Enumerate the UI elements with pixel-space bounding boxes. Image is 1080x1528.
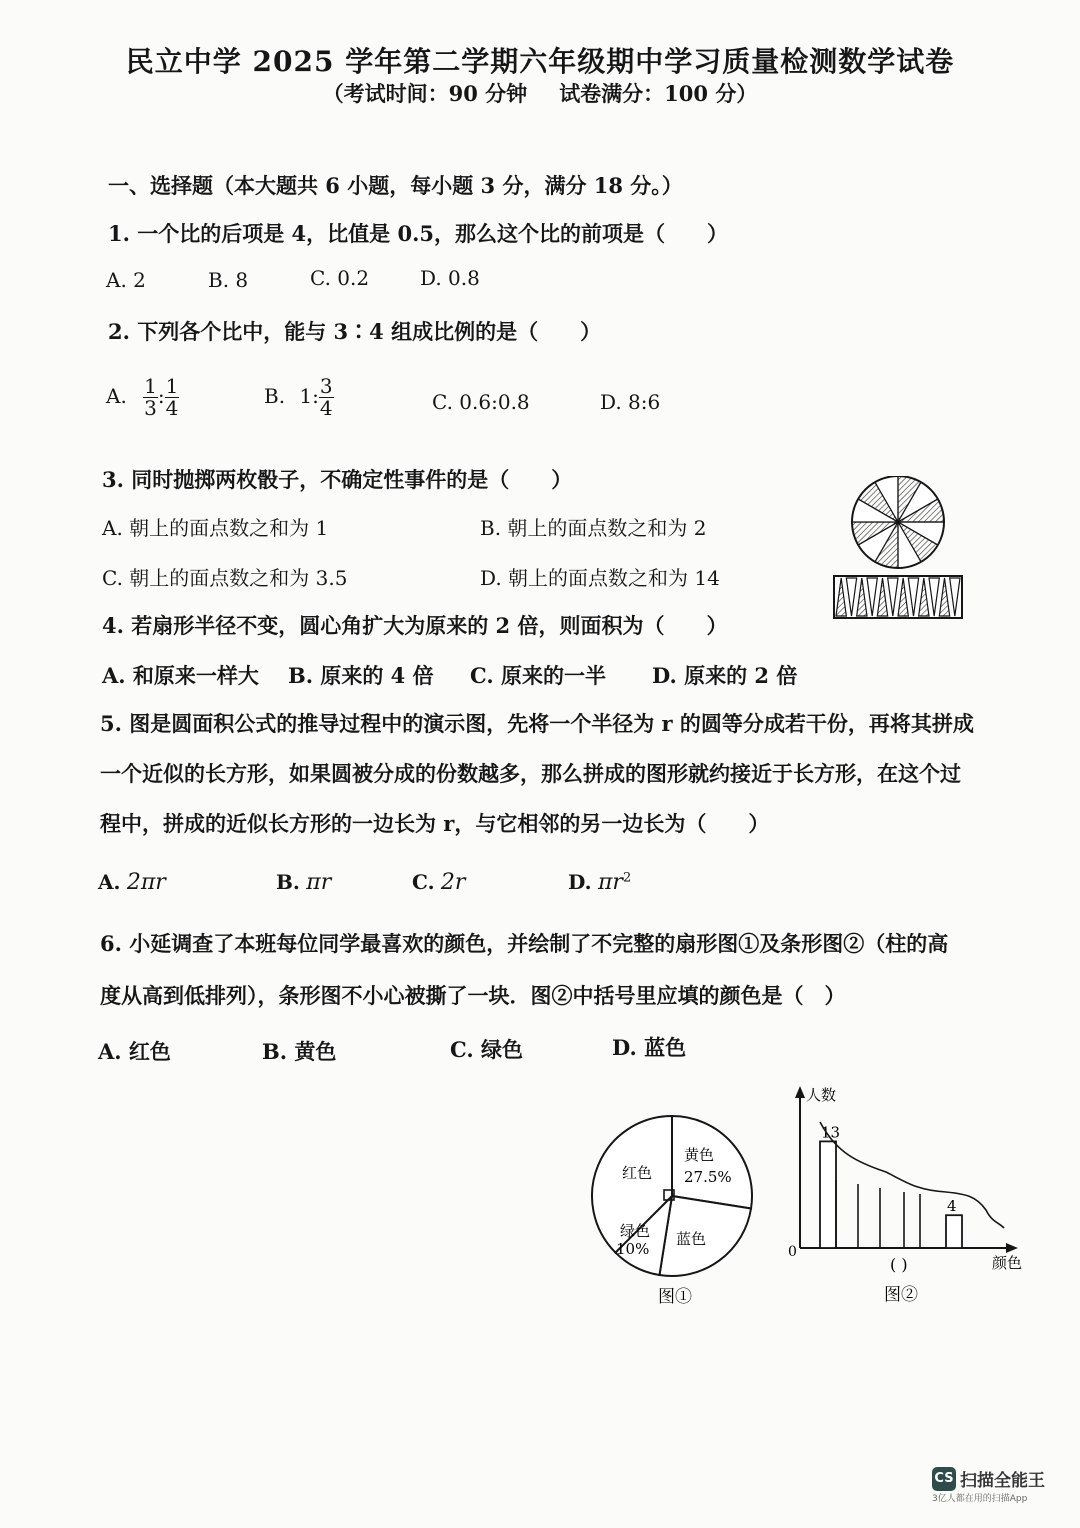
bar-caption: 图② <box>884 1285 918 1305</box>
section-heading: 一、选择题（本大题共 6 小题，每小题 3 分，满分 18 分。） <box>108 173 683 198</box>
pie-chart <box>580 1108 770 1308</box>
pie-label-green-pct: 10% <box>616 1240 650 1258</box>
q4-option-c: C. 原来的一半 <box>470 663 606 688</box>
y-axis-arrow <box>795 1086 805 1098</box>
pie-caption: 图① <box>658 1287 692 1307</box>
q2-option-a: A. $\frac{1}{3}$ : $\frac{1}{4}$ <box>106 374 179 420</box>
q1-option-d: D. 0.8 <box>420 266 480 290</box>
q4-option-a: A. 和原来一样大 <box>102 663 259 688</box>
q1-stem: 1. 一个比的后项是 4，比值是 0.5，那么这个比的前项是（ ） <box>108 221 729 246</box>
scanner-watermark <box>932 1466 1045 1504</box>
bar-1 <box>820 1141 836 1248</box>
q1-option-c: C. 0.2 <box>310 266 370 290</box>
bar-chart <box>786 1082 1036 1308</box>
pie-label-green: 绿色 <box>620 1222 651 1240</box>
q1-option-b: B. 8 <box>208 268 249 292</box>
q2-option-b: B. 1: $\frac{3}{4}$ <box>264 374 333 420</box>
bar-4 <box>946 1215 962 1248</box>
q1-option-a: A. 2 <box>106 268 146 292</box>
bar-value-label-4: 4 <box>947 1197 957 1216</box>
pie-label-yellow: 黄色 <box>684 1146 715 1164</box>
q6-line-1: 6. 小延调查了本班每位同学最喜欢的颜色，并绘制了不完整的扇形图①及条形图②（柱的高 <box>100 931 949 956</box>
q5-line-1: 5. 图是圆面积公式的推导过程中的演示图，先将一个半径为 r 的圆等分成若干份，再将其拼成 <box>100 711 974 736</box>
x-axis-arrow <box>1006 1243 1018 1253</box>
q2-option-c: C. 0.6:0.8 <box>432 390 530 414</box>
q5-option-d: D. $\pi r^2$ <box>568 870 632 895</box>
bar-value-label-1: 13 <box>821 1123 841 1142</box>
q2-option-d: D. 8:6 <box>600 390 661 414</box>
q3-stem: 3. 同时抛掷两枚骰子，不确定性事件的是（ ） <box>102 467 573 492</box>
q2-stem: 2. 下列各个比中，能与 3∶4 组成比例的是（ ） <box>108 319 602 344</box>
q6-option-d: D. 蓝色 <box>612 1035 687 1060</box>
q5-option-a: A. 2πr <box>98 870 166 895</box>
exam-subtitle <box>0 78 1080 108</box>
q3-option-c: C. 朝上的面点数之和为 3.5 <box>102 566 348 590</box>
exam-score: 试卷满分：100 分） <box>559 81 758 106</box>
q3-option-a: A. 朝上的面点数之和为 1 <box>102 516 329 540</box>
scanner-tagline: 3亿人都在用的扫描App <box>932 1494 1028 1504</box>
pie-label-blue: 蓝色 <box>676 1230 707 1248</box>
q3-option-d: D. 朝上的面点数之和为 14 <box>480 566 720 590</box>
scanner-name: 扫描全能王 <box>960 1471 1045 1491</box>
q6-option-a: A. 红色 <box>98 1039 171 1064</box>
exam-title: 民立中学 2025 学年第二学期六年级期中学习质量检测数学试卷 <box>125 45 955 78</box>
circle-area-figure <box>828 476 968 626</box>
q4-option-b: B. 原来的 4 倍 <box>288 663 434 688</box>
q5-option-b: B. πr <box>276 870 332 895</box>
q6-line-2: 度从高到低排列），条形图不小心被撕了一块．图②中括号里应填的颜色是（ ） <box>100 983 846 1008</box>
origin-label: 0 <box>788 1244 797 1260</box>
x-axis-label: 颜色 <box>992 1254 1023 1272</box>
bars <box>820 1123 962 1248</box>
q5-line-2: 一个近似的长方形，如果圆被分成的份数越多，那么拼成的图形就约接近于长方形，在这个过 <box>100 761 961 786</box>
q5-option-c: C. 2r <box>412 870 466 895</box>
pie-label-red: 红色 <box>622 1164 653 1182</box>
exam-time: （考试时间：90 分钟 <box>322 81 528 106</box>
q4-stem: 4. 若扇形半径不变，圆心角扩大为原来的 2 倍，则面积为（ ） <box>102 613 728 638</box>
q5-line-3: 程中，拼成的近似长方形的一边长为 r，与它相邻的另一边长为（ ） <box>100 811 770 836</box>
torn-edge <box>820 1122 1004 1228</box>
blank-label: ( ) <box>890 1255 908 1274</box>
q6-option-c: C. 绿色 <box>450 1037 523 1062</box>
scanner-logo-icon: CS <box>932 1467 956 1491</box>
pie-label-yellow-pct: 27.5% <box>684 1168 732 1186</box>
q3-option-b: B. 朝上的面点数之和为 2 <box>480 516 707 540</box>
q4-option-d: D. 原来的 2 倍 <box>652 663 798 688</box>
y-axis-label: 人数 <box>806 1086 837 1104</box>
q6-option-b: B. 黄色 <box>262 1039 337 1064</box>
